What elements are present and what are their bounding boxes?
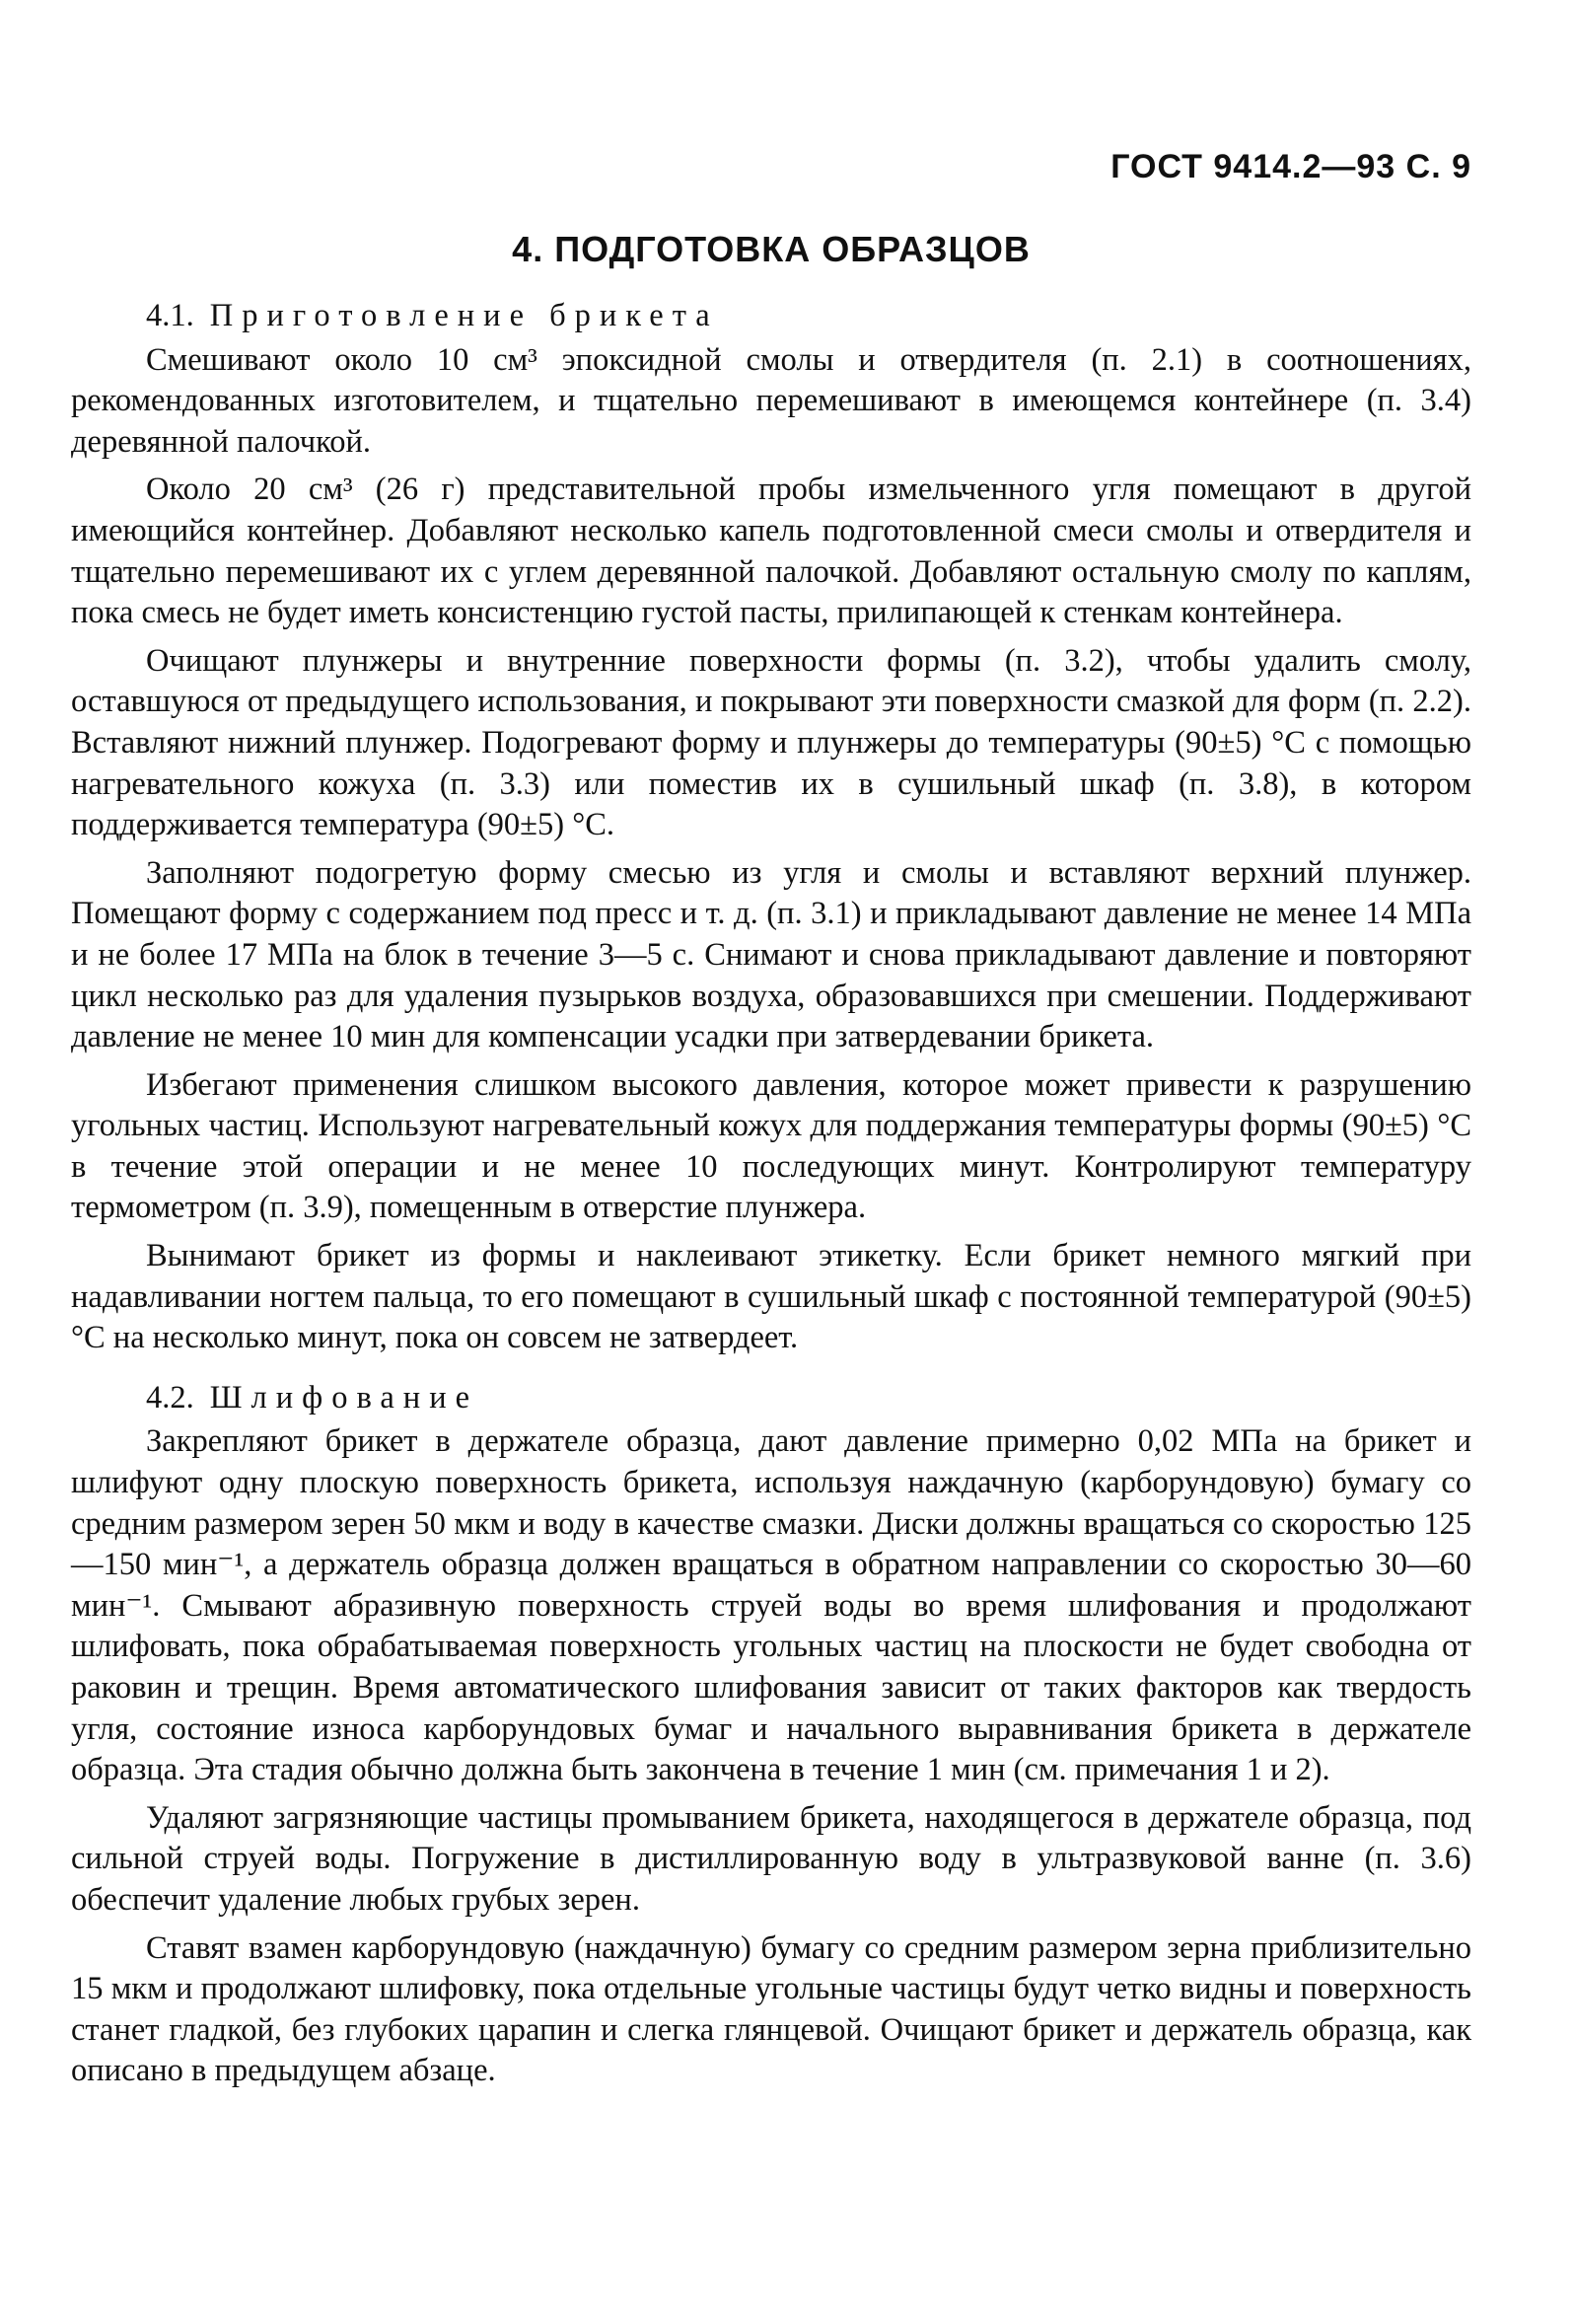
- subsection-heading-4-1: [146, 296, 1471, 337]
- section-title: 4. ПОДГОТОВКА ОБРАЗЦОВ: [512, 229, 1031, 269]
- paragraph: Очищают плунжеры и внутренние поверхности формы (п. 3.2), чтобы удалить смолу, оставшуюся от предыдущего использования, и покрывают эти поверхности смазкой для форм (п. 2.2). Вставляют нижний плунжер. Подогревают форму и плунжеры до температуры (90±5) °С с помощью нагревательного кожуха (п. 3.3) или поместив их в сушильный шкаф (п. 3.8), в котором поддерживается температура (90±5) °С.: [71, 642, 1471, 843]
- spacer: [71, 1366, 1471, 1378]
- subsection-number: 4.2.: [146, 1379, 194, 1416]
- paragraph: Ставят взамен карборундовую (наждачную) бумагу со средним размером зерна приблизительно 15 мкм и продолжают шлифовку, пока отдельные угольные частицы будут четко видны и поверхность станет гладкой, без глубоких царапин и слегка глянцевой. Очищают брикет и держатель образца, как описано в предыдущем абзаце.: [71, 1929, 1471, 2089]
- paragraph: Вынимают брикет из формы и наклеивают этикетку. Если брикет немного мягкий при надавливании ногтем пальца, то его помещают в сушильный шкаф с постоянной температурой (90±5) °С на несколько минут, пока он совсем не затвердеет.: [71, 1238, 1471, 1356]
- subsection-title: Шлифование: [209, 1379, 479, 1416]
- running-header: ГОСТ 9414.2—93 С. 9: [1110, 148, 1471, 185]
- paragraph: Смешивают около 10 см³ эпоксидной смолы и отвердителя (п. 2.1) в соотношениях, рекомендованных изготовителем, и тщательно перемешивают в имеющемся контейнере (п. 3.4) деревянной палочкой.: [71, 341, 1471, 460]
- paragraph: Закрепляют брикет в держателе образца, дают давление примерно 0,02 МПа на брикет и шлифуют одну плоскую поверхность брикета, используя наждачную (карборундовую) бумагу со средним размером зерен 50 мкм и воду в качестве смазки. Диски должны вращаться со скоростью 125—150 мин⁻¹, а держатель образца должен вращаться в обратном направлении со скоростью 30—60 мин⁻¹. Смывают абразивную поверхность струей воды во время шлифования и продолжают шлифовать, пока обрабатываемая поверхность угольных частиц на плоскости не будет свободна от раковин и трещин. Время автоматического шлифования зависит от таких факторов как твердость угля, состояние износа карборундовых бумаг и начального выравнивания брикета в держателе образца. Эта стадия обычно должна быть закончена в течение 1 мин (см. примечания 1 и 2).: [71, 1423, 1471, 1788]
- subsection-heading-4-2: [146, 1378, 1471, 1419]
- document-body: [71, 296, 1471, 2099]
- paragraph: Заполняют подогретую форму смесью из угля и смолы и вставляют верхний плунжер. Помещают форму с содержанием под пресс и т. д. (п. 3.1) и прикладывают давление не менее 14 МПа и не более 17 МПа на блок в течение 3—5 с. Снимают и снова прикладывают давление и повторяют цикл несколько раз для удаления пузырьков воздуха, образовавшихся при смешении. Поддерживают давление не менее 10 мин для компенсации усадки при затвердевании брикета.: [71, 854, 1471, 1055]
- paragraph: Избегают применения слишком высокого давления, которое может привести к разрушению угольных частиц. Используют нагревательный кожух для поддержания температуры формы (90±5) °С в течение этой операции и не менее 10 последующих минут. Контролируют температуру термометром (п. 3.9), помещенным в отверстие плунжера.: [71, 1066, 1471, 1226]
- paragraph: Удаляют загрязняющие частицы промыванием брикета, находящегося в держателе образца, под сильной струей воды. Погружение в дистиллированную воду в ультразвуковой ванне (п. 3.6) обеспечит удаление любых грубых зерен.: [71, 1799, 1471, 1918]
- subsection-title: Приготовление брикета: [209, 298, 719, 333]
- paragraph: Около 20 см³ (26 г) представительной пробы измельченного угля помещают в другой имеющийся контейнер. Добавляют несколько капель подготовленной смеси смолы и отвердителя и тщательно перемешивают их с углем деревянной палочкой. Добавляют остальную смолу по каплям, пока смесь не будет иметь консистенцию густой пасты, прилипающей к стенкам контейнера.: [71, 472, 1471, 631]
- subsection-number: 4.1.: [146, 298, 194, 333]
